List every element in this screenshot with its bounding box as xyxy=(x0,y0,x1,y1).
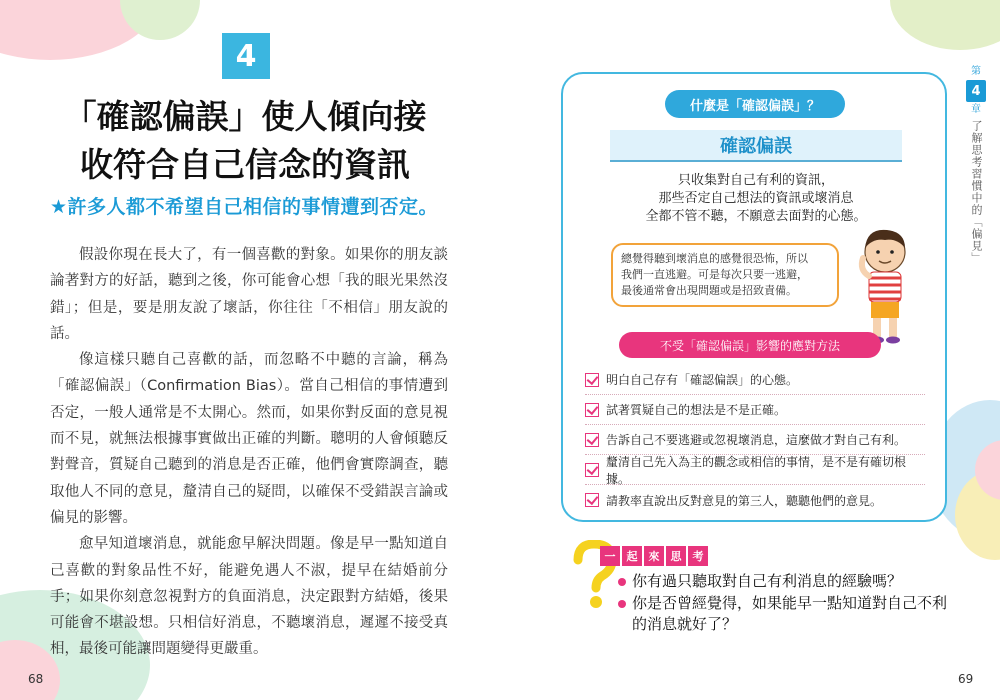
definition-text xyxy=(603,172,909,226)
page-number-right: 69 xyxy=(958,672,974,686)
think-together-tag xyxy=(600,546,708,566)
card-header: 什麼是「確認偏誤」？ xyxy=(665,90,845,118)
checkbox-checked-icon xyxy=(585,463,599,477)
decor-blob-green-topright xyxy=(890,0,1000,50)
chapter-number: 4 xyxy=(966,80,986,102)
speech-bubble xyxy=(611,243,839,307)
list-item xyxy=(585,455,925,485)
bubble-line: 最後通常會出現問題或是招致責備。 xyxy=(621,284,797,297)
chapter-prefix: 第 xyxy=(971,66,981,77)
chapter-tab xyxy=(966,66,986,264)
checkbox-checked-icon xyxy=(585,433,599,447)
method-text: 試著質疑自己的想法是不是正確。 xyxy=(606,403,787,417)
methods-header: 不受「確認偏誤」影響的應對方法 xyxy=(619,332,881,358)
title-line-1: 「確認偏誤」使人傾向接 xyxy=(63,97,427,136)
bubble-line: 總覺得聽到壞消息的感覺很恐怖，所以 xyxy=(621,252,808,265)
list-item xyxy=(585,395,925,425)
page-subtitle: ★許多人都不希望自己相信的事情遭到否定。 xyxy=(50,196,439,218)
methods-checklist xyxy=(585,365,925,515)
question-item: 你是否曾經覺得，如果能早一點知道對自己不利的消息就好了？ xyxy=(618,593,958,635)
list-item xyxy=(585,365,925,395)
definition-card xyxy=(561,72,947,522)
checkbox-checked-icon xyxy=(585,373,599,387)
method-text: 釐清自己先入為主的觀念或相信的事情，是不是有確切根據。 xyxy=(606,454,907,486)
definition-line: 全都不管不聽，不願意去面對的心態。 xyxy=(645,209,867,224)
term-label: 確認偏誤 xyxy=(610,130,902,160)
method-text: 請教率直說出反對意見的第三人，聽聽他們的意見。 xyxy=(606,493,883,508)
paragraph: 像這樣只聽自己喜歡的話，而忽略不中聽的言論，稱為「確認偏誤」（Confirmation Bias）。當自己相信的事情遭到否定，一般人通常是不太開心。然而，如果你對反面的意見視而不見，就無法根據事實做出正確的判斷。聰明的人會傾聽反對聲音，質疑自己聽到的消息是否正確，他們會實際調查，聽取他人不同的意見，釐清自己的疑問，以確保不受錯誤言論或偏見的影響。 xyxy=(50,352,448,526)
checkbox-checked-icon xyxy=(585,493,599,507)
definition-line: 那些否定自己想法的資訊或壞消息 xyxy=(658,191,854,206)
method-text: 明白自己存有「確認偏誤」的心態。 xyxy=(606,373,799,387)
tag-char: 起 xyxy=(622,546,642,566)
definition-line: 只收集對自己有利的資訊， xyxy=(677,173,834,188)
body-text xyxy=(50,242,448,663)
question-list xyxy=(618,571,958,636)
chapter-title: 了解思考習慣中的「偏見」 xyxy=(970,120,983,264)
chapter-suffix: 章 xyxy=(971,104,981,115)
list-item xyxy=(585,425,925,455)
page-title xyxy=(40,93,450,189)
page-number-left: 68 xyxy=(28,672,44,686)
term-underline xyxy=(610,160,902,162)
tag-char: 來 xyxy=(644,546,664,566)
paragraph: 愈早知道壞消息，就能愈早解決問題。像是早一點知道自己喜歡的對象品性不好，能避免遇人不淑，提早在結婚前分手；如果你刻意忽視對方的負面消息，決定跟對方結婚，後果可能會不堪設想。只相信好消息，不聽壞消息，遲遲不接受真相，最後可能讓問題變得更嚴重。 xyxy=(50,536,448,658)
tag-char: 思 xyxy=(666,546,686,566)
checkbox-checked-icon xyxy=(585,403,599,417)
list-item xyxy=(585,485,925,515)
paragraph: 假設你現在長大了，有一個喜歡的對象。如果你的朋友談論著對方的好話，聽到之後，你可能會心想「我的眼光果然沒錯」；但是，要是朋友說了壞話，你往往「不相信」朋友說的話。 xyxy=(50,247,448,342)
boy-illustration xyxy=(845,224,925,346)
tag-char: 一 xyxy=(600,546,620,566)
bubble-line: 我們一直逃避。可是每次只要一逃避， xyxy=(621,268,808,281)
title-line-2: 收符合自己信念的資訊 xyxy=(80,145,410,184)
tag-char: 考 xyxy=(688,546,708,566)
section-number-badge: 4 xyxy=(222,33,270,79)
question-item: 你有過只聽取對自己有利消息的經驗嗎？ xyxy=(618,571,958,592)
method-text: 告訴自己不要逃避或忽視壞消息，這麼做才對自己有利。 xyxy=(606,433,907,447)
